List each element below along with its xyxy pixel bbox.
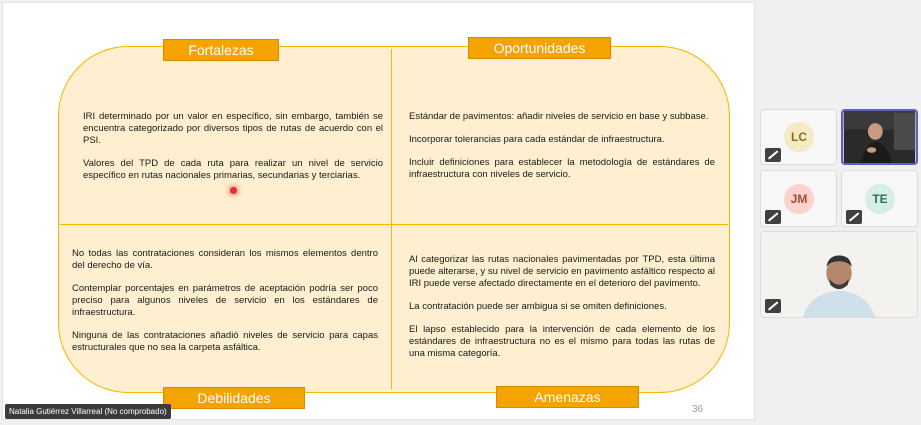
opportunities-quadrant — [409, 111, 715, 192]
presentation-slide — [2, 2, 755, 420]
participant-initials: TE — [872, 192, 888, 206]
threat-item: La contratación puede ser ambigua si se omiten definiciones. — [409, 301, 667, 312]
participant-tile-lc[interactable] — [760, 109, 837, 165]
participant-tile-video-active[interactable] — [841, 109, 918, 165]
participant-initials: LC — [791, 130, 807, 144]
slide-number: 36 — [692, 404, 704, 415]
participant-avatar — [784, 184, 814, 214]
weakness-item: Contemplar porcentajes en parámetros de aceptación podría ser poco preciso para algunos niveles de servicio en los estándares de infraestructura. — [72, 283, 378, 318]
threat-item: El lapso establecido para la intervención de cada elemento de los estándares de infraestructura no es el mismo para todas las rutas de una misma categoría. — [409, 324, 715, 359]
participant-video — [843, 111, 916, 163]
threat-item: Al categorizar las rutas nacionales pavimentadas por TPD, esta última puede alterarse, y su nivel de servicio en pavimento asfáltico respecto al IRI puede verse afectado directamente en el deterioro del pavimento. — [409, 254, 715, 289]
participant-tile-video[interactable] — [760, 231, 918, 318]
weaknesses-label: Debilidades — [163, 387, 305, 409]
participant-tile-te[interactable] — [841, 170, 918, 227]
mic-muted-icon — [765, 210, 781, 224]
mic-muted-icon — [765, 148, 781, 162]
threats-label: Amenazas — [496, 386, 639, 408]
swot-divider-vertical — [391, 49, 392, 389]
opportunity-item: Incluir definiciones para establecer la metodología de estándares de infraestructura con niveles de servicio. — [409, 157, 715, 180]
mic-muted-icon — [846, 210, 862, 224]
weakness-item: Ninguna de las contrataciones añadió niveles de servicio para capas estructurales que no sea la carpeta asfáltica. — [72, 330, 378, 353]
swot-divider-horizontal — [60, 224, 728, 225]
strengths-label: Fortalezas — [163, 39, 279, 61]
opportunity-item: Incorporar tolerancias para cada estándar de infraestructura. — [409, 134, 665, 145]
weakness-item: No todas las contrataciones consideran los mismos elementos dentro del derecho de vía. — [72, 248, 378, 271]
strengths-quadrant — [83, 111, 383, 193]
threats-quadrant — [409, 254, 715, 371]
presenter-name-tag: Natalia Gutiérrez Villarreal (No comprobado) — [5, 404, 171, 419]
laser-pointer — [230, 187, 237, 194]
opportunities-label: Oportunidades — [468, 37, 611, 59]
participant-tile-jm[interactable] — [760, 170, 837, 227]
participant-video — [761, 232, 917, 317]
weaknesses-quadrant — [72, 248, 378, 365]
strength-item: IRI determinado por un valor en específico, sin embargo, también se encuentra categorizado por diversos tipos de rutas de acuerdo con el PSI. — [83, 111, 383, 146]
opportunity-item: Estándar de pavimentos: añadir niveles de servicio en base y subbase. — [409, 111, 709, 122]
strength-item: Valores del TPD de cada ruta para realizar un nivel de servicio específico en rutas nacionales primarias, secundarias y terciarias. — [83, 158, 383, 181]
mic-muted-icon — [765, 299, 781, 313]
participant-avatar — [865, 184, 895, 214]
participant-avatar — [784, 122, 814, 152]
participant-initials: JM — [790, 192, 808, 206]
